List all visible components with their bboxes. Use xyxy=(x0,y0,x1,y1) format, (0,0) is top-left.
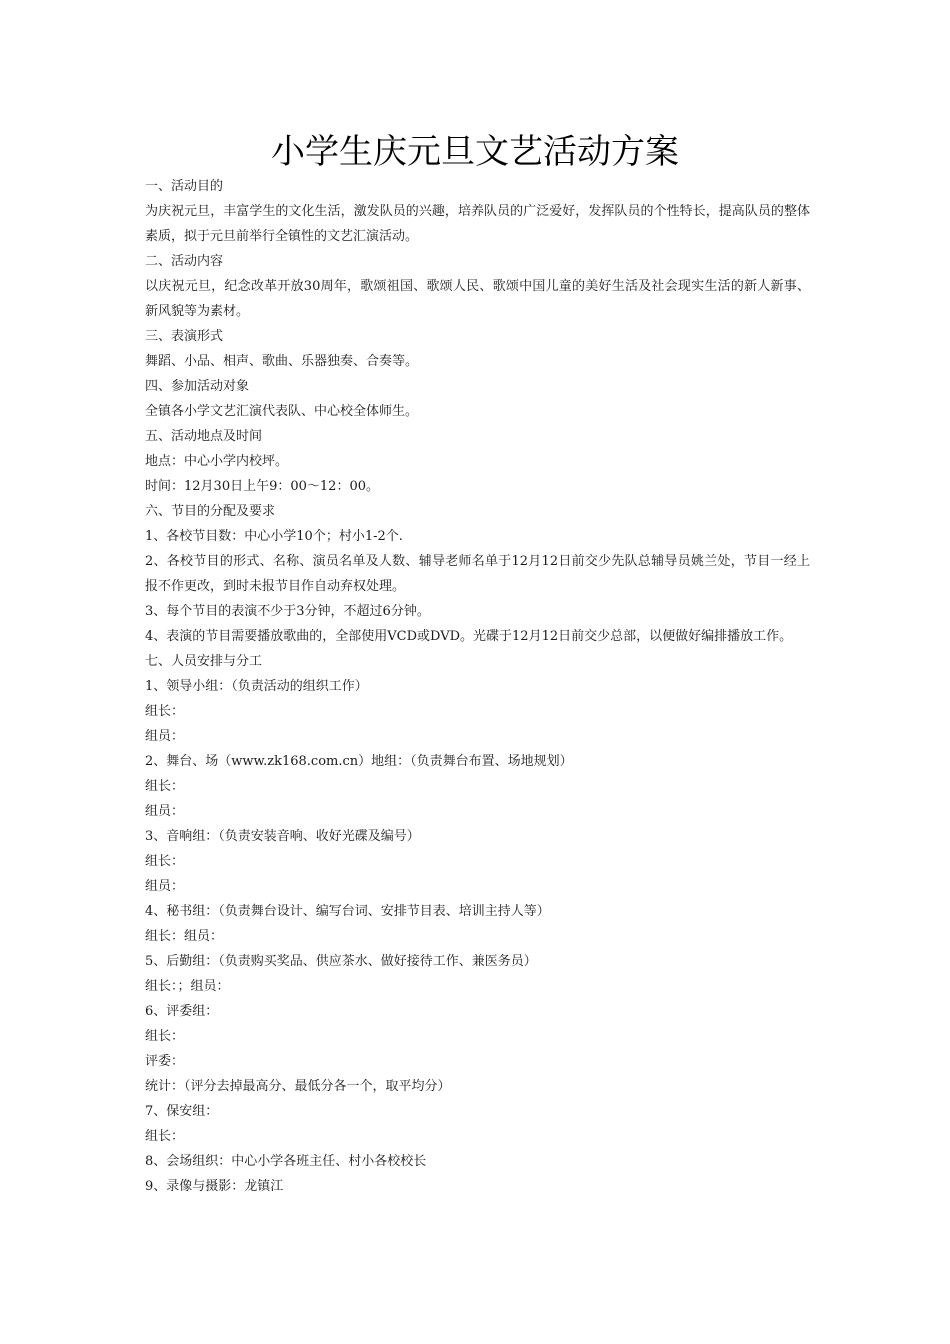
text-line: 六、节目的分配及要求 xyxy=(145,504,276,519)
document-title: 小学生庆元旦文艺活动方案 xyxy=(271,132,679,172)
text-line: 舞蹈、小品、相声、歌曲、乐器独奏、合奏等。 xyxy=(145,354,419,369)
text-line: 七、人员安排与分工 xyxy=(145,654,263,669)
text-line: 3、每个节目的表演不少于3分钟，不超过6分钟。 xyxy=(145,604,430,619)
text-line: 时间：12月30日上午9：00～12：00。 xyxy=(145,479,379,494)
text-line: 组长： xyxy=(145,779,185,794)
text-line: 一、活动目的 xyxy=(145,179,224,194)
document-body xyxy=(145,174,810,1199)
paragraph: 4、表演的节目需要播放歌曲的，全部使用VCD或DVD。光碟于12月12日前交少总部，以便做好编排播放工作。 xyxy=(145,629,793,644)
text-line: 组长：；组员： xyxy=(145,979,230,994)
text-line: 组员： xyxy=(145,879,185,894)
text-line: 组员： xyxy=(145,729,185,744)
text-line: 评委： xyxy=(145,1054,185,1069)
paragraph: 为庆祝元旦，丰富学生的文化生活，激发队员的兴趣，培养队员的广泛爱好，发挥队员的个性特长，提高队员的整体素质，拟于元旦前举行全镇性的文艺汇演活动。 xyxy=(145,204,810,244)
text-line: 4、秘书组：（负责舞台设计、编写台词、安排节目表、培训主持人等） xyxy=(145,904,550,919)
text-line: 2、舞台、场（www.zk168.com.cn）地组：（负责舞台布置、场地规划） xyxy=(145,754,573,769)
text-line: 组长： xyxy=(145,1129,185,1144)
text-line: 组长：组员： xyxy=(145,929,224,944)
text-line: 5、后勤组：（负责购买奖品、供应茶水、做好接待工作、兼医务员） xyxy=(145,954,537,969)
text-line: 四、参加活动对象 xyxy=(145,379,250,394)
text-line: 6、评委组： xyxy=(145,1004,219,1019)
text-line: 二、活动内容 xyxy=(145,254,224,269)
text-line: 三、表演形式 xyxy=(145,329,224,344)
text-line: 组长： xyxy=(145,704,185,719)
text-line: 五、活动地点及时间 xyxy=(145,429,263,444)
text-line: 组长： xyxy=(145,1029,185,1044)
text-line: 地点：中心小学内校坪。 xyxy=(145,454,289,469)
text-line: 7、保安组： xyxy=(145,1104,219,1119)
text-line: 1、领导小组：（负责活动的组织工作） xyxy=(145,679,368,694)
text-line: 3、音响组：（负责安装音响、收好光碟及编号） xyxy=(145,829,420,844)
text-line: 9、录像与摄影：龙镇江 xyxy=(145,1179,284,1194)
text-line: 1、各校节目数：中心小学10个；村小1-2个. xyxy=(145,529,403,544)
paragraph: 以庆祝元旦，纪念改革开放30周年，歌颂祖国、歌颂人民、歌颂中国儿童的美好生活及社会现实生活的新人新事、新风貌等为素材。 xyxy=(145,279,810,319)
text-line: 组长： xyxy=(145,854,185,869)
text-line: 组员： xyxy=(145,804,185,819)
text-line: 全镇各小学文艺汇演代表队、中心校全体师生。 xyxy=(145,404,419,419)
text-line: 统计：（评分去掉最高分、最低分各一个，取平均分） xyxy=(145,1079,451,1094)
paragraph: 2、各校节目的形式、名称、演员名单及人数、辅导老师名单于12月12日前交少先队总辅导员姚兰处，节目一经上报不作更改，到时未报节目作自动弃权处理。 xyxy=(145,554,810,594)
text-line: 8、会场组织：中心小学各班主任、村小各校校长 xyxy=(145,1154,427,1169)
